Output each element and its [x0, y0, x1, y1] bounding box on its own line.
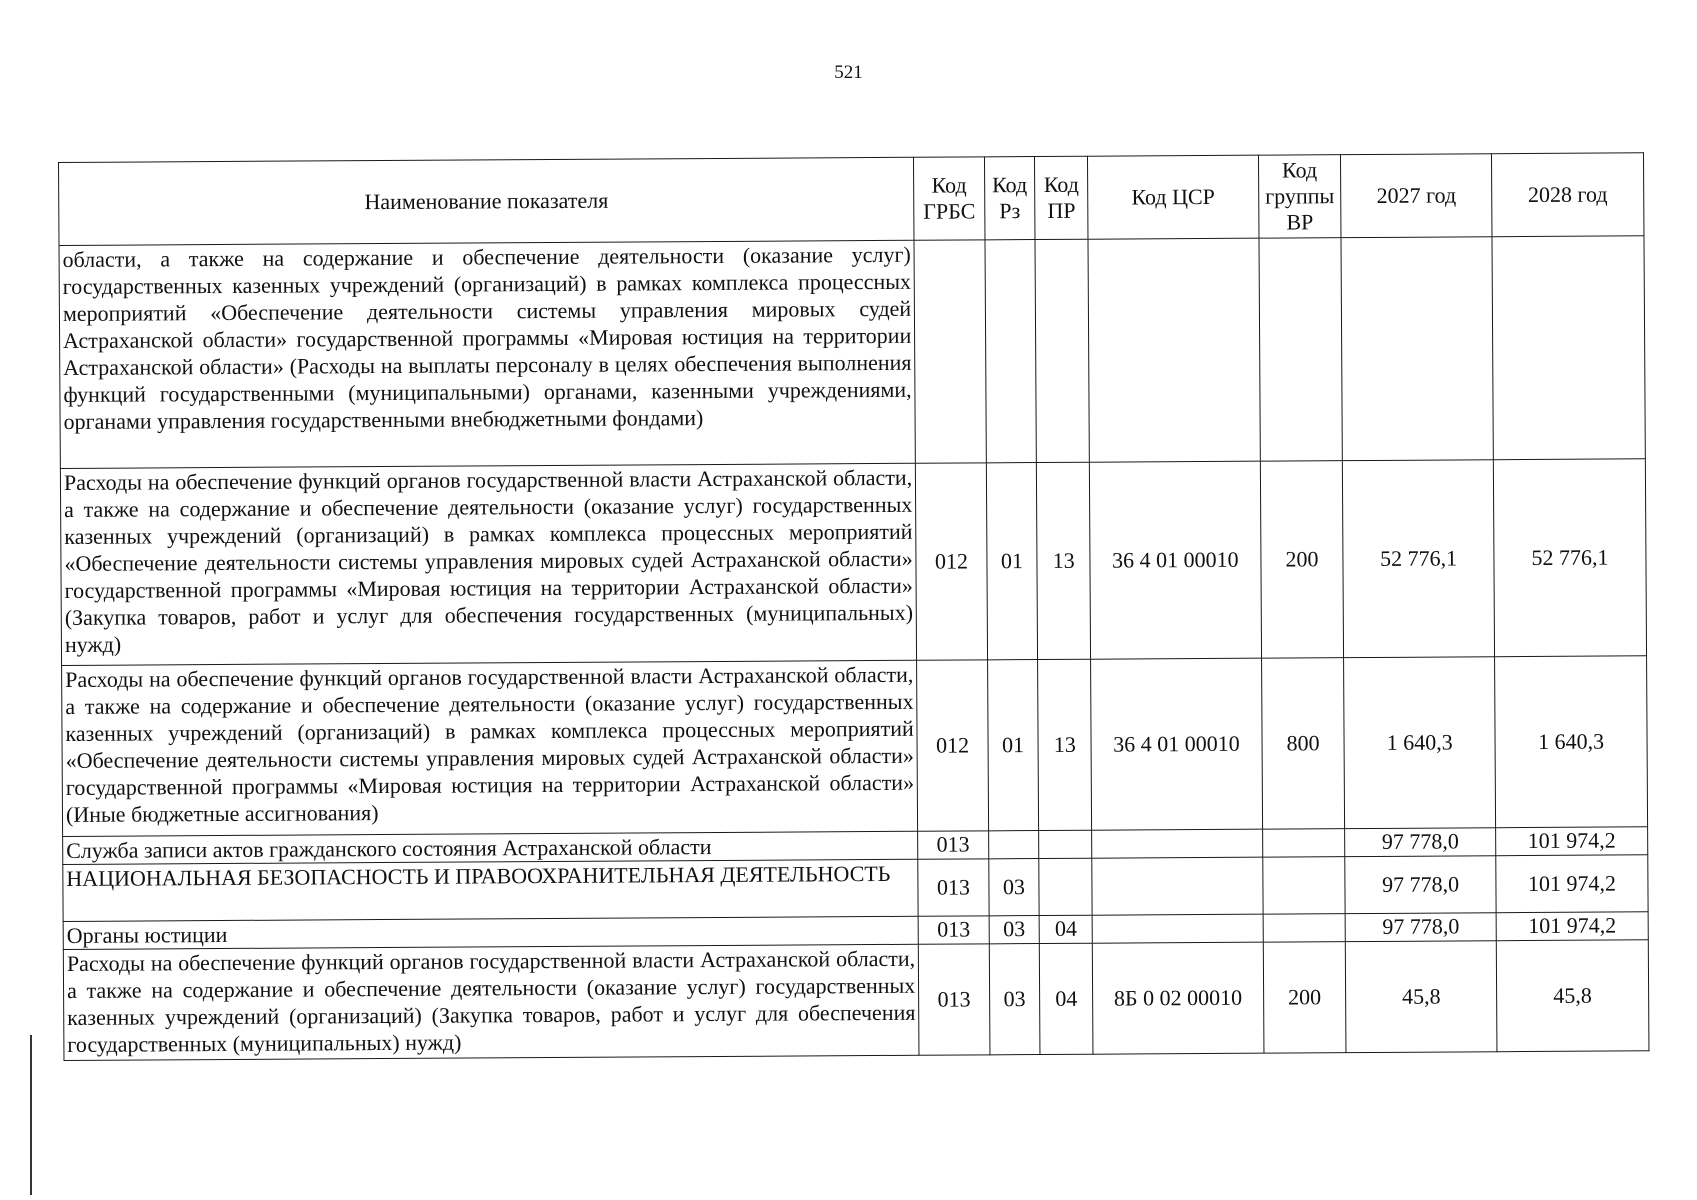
- row-grbs: [914, 240, 986, 463]
- row-name: области, а также на содержание и обеспечение деятельности (оказание услуг) государственных казенных учреждений (организаций) в рамках комплекса процессных мероприятий «Обеспечение деятельности системы управления мировых судей Астраханской области» государственной программы «Мировая юстиция на территории Астраханской области» (Расходы на выплаты персоналу в целях обеспечения выполнения функций государственными (муниципальными) органами, казенными учреждениями, органами управления государственными внебюджетными фондами): [59, 240, 916, 468]
- row-rz: 01: [986, 463, 1038, 660]
- header-2028: 2028 год: [1492, 153, 1644, 237]
- row-grbs: 013: [918, 916, 989, 944]
- row-2027: 97 778,0: [1345, 828, 1496, 857]
- row-pr: [1039, 830, 1092, 858]
- row-vr: [1263, 914, 1346, 943]
- row-2028: 52 776,1: [1493, 459, 1646, 657]
- row-grbs: 013: [919, 944, 990, 1055]
- table-row: [63, 855, 1648, 922]
- row-2027: 52 776,1: [1343, 460, 1495, 658]
- row-name: Служба записи актов гражданского состояния Астраханской области: [63, 831, 918, 864]
- row-2028: 101 974,2: [1496, 912, 1648, 941]
- table-row: [63, 940, 1649, 1061]
- budget-table: [58, 152, 1649, 1061]
- row-name: Расходы на обеспечение функций органов государственной власти Астраханской области, а также на содержание и обеспечение деятельности (оказание услуг) государственных казенных учреждений (организаций) в рамках комплекса процессных мероприятий «Обеспечение деятельности системы управления мировых судей Астраханской области» государственной программы «Мировая юстиция на территории Астраханской области» (Иные бюджетные ассигнования): [62, 660, 918, 836]
- row-2027: 45,8: [1346, 941, 1497, 1053]
- row-csr: 36 4 01 00010: [1089, 461, 1261, 659]
- row-name: Органы юстиции: [63, 916, 918, 949]
- row-2028: 101 974,2: [1496, 827, 1648, 856]
- row-pr: 13: [1037, 462, 1091, 659]
- row-vr: [1262, 857, 1345, 915]
- row-vr: [1262, 829, 1345, 858]
- row-vr: [1259, 238, 1343, 462]
- row-rz: 01: [987, 660, 1039, 831]
- row-csr: [1092, 914, 1263, 943]
- header-vr: Код группы ВР: [1258, 155, 1341, 239]
- table-row: [62, 656, 1648, 837]
- row-grbs: 012: [917, 660, 988, 831]
- row-2027: [1341, 237, 1493, 461]
- row-grbs: 012: [916, 463, 988, 660]
- row-2027: 97 778,0: [1345, 913, 1496, 942]
- row-rz: 03: [988, 859, 1039, 916]
- row-rz: [988, 831, 1039, 859]
- row-pr: 04: [1040, 943, 1094, 1054]
- table-header-row: [59, 153, 1644, 246]
- header-pr: Код ПР: [1035, 156, 1088, 239]
- table-row: [59, 236, 1645, 469]
- row-csr: 8Б 0 02 00010: [1092, 942, 1263, 1054]
- row-pr: 13: [1038, 659, 1092, 830]
- header-grbs: Код ГРБС: [914, 157, 985, 240]
- row-vr: 200: [1260, 461, 1344, 659]
- row-2028: [1492, 236, 1645, 460]
- row-vr: 800: [1261, 658, 1345, 830]
- page-number: 521: [834, 62, 863, 83]
- row-csr: [1092, 857, 1263, 915]
- table-row: [60, 459, 1646, 666]
- row-csr: [1092, 829, 1263, 858]
- header-csr: Код ЦСР: [1088, 155, 1259, 239]
- row-name: Расходы на обеспечение функций органов государственной власти Астраханской области, а также на содержание и обеспечение деятельности (оказание услуг) государственных казенных учреждений (организаций) (Закупка товаров, работ и услуг для обеспечения государственных (муниципальных) нужд): [63, 944, 919, 1060]
- row-2028: 45,8: [1496, 940, 1649, 1052]
- header-2027: 2027 год: [1341, 154, 1492, 238]
- row-csr: [1088, 238, 1260, 462]
- header-rz: Код Рз: [984, 157, 1035, 240]
- row-vr: 200: [1263, 942, 1346, 1054]
- row-rz: [985, 240, 1037, 463]
- row-rz: 03: [989, 916, 1040, 944]
- row-pr: [1035, 239, 1089, 462]
- header-name: Наименование показателя: [59, 157, 915, 245]
- row-name: НАЦИОНАЛЬНАЯ БЕЗОПАСНОСТЬ И ПРАВООХРАНИТЕЛЬНАЯ ДЕЯТЕЛЬНОСТЬ: [63, 859, 919, 921]
- row-2027: 1 640,3: [1344, 657, 1496, 829]
- row-2027: 97 778,0: [1345, 856, 1496, 914]
- row-pr: 04: [1039, 915, 1092, 943]
- row-grbs: 013: [918, 859, 989, 916]
- row-pr: [1039, 858, 1092, 915]
- row-csr: 36 4 01 00010: [1091, 658, 1263, 830]
- row-2028: 1 640,3: [1495, 656, 1648, 828]
- row-name: Расходы на обеспечение функций органов государственной власти Астраханской области, а также на содержание и обеспечение деятельности (оказание услуг) государственных казенных учреждений (организаций) в рамках комплекса процессных мероприятий «Обеспечение деятельности системы управления мировых судей Астраханской области» государственной программы «Мировая юстиция на территории Астраханской области» (Закупка товаров, работ и услуг для обеспечения государственных (муниципальных) нужд): [60, 463, 916, 665]
- row-2028: 101 974,2: [1496, 855, 1648, 913]
- row-grbs: 013: [918, 831, 989, 859]
- margin-rule: [30, 1035, 32, 1195]
- row-rz: 03: [989, 944, 1040, 1055]
